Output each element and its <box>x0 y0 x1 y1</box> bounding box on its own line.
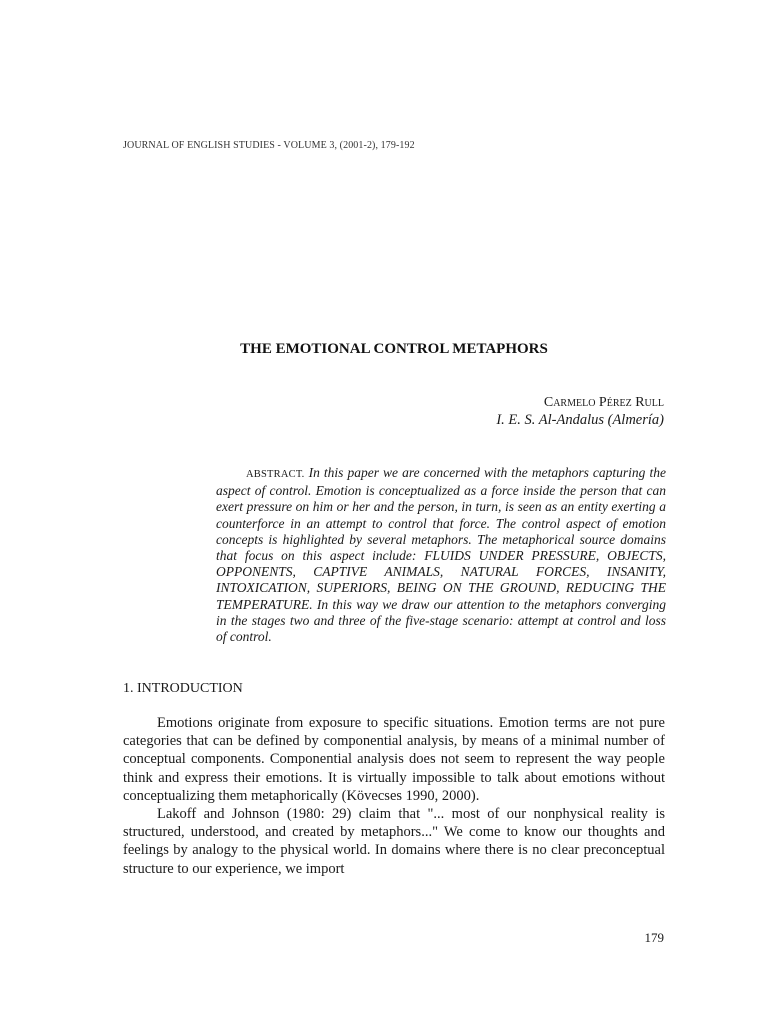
body-paragraph: Lakoff and Johnson (1980: 29) claim that "... most of our nonphysical reality is structured, understood, and created by metaphors..." We come to know our thoughts and feelings by analogy to the physical world. In domains where there is no clear preconceptual structure to our experience, we import <box>123 806 665 877</box>
abstract <box>216 465 666 645</box>
abstract-text: In this paper we are concerned with the metaphors capturing the aspect of control. Emotion is conceptualized as a force inside the person that can exert pressure on him or her and the person, in turn, is seen as an entity exerting a counterforce in an attempt to control that force. The control aspect of emotion concepts is highlighted by several metaphors. The metaphorical source domains that focus on this aspect include: FLUIDS UNDER PRESSURE, OBJECTS, OPPONENTS, CAPTIVE ANIMALS, NATURAL FORCES, INSANITY, INTOXICATION, SUPERIORS, BEING ON THE GROUND, REDUCING THE TEMPERATURE. In this way we draw our attention to the metaphors converging in the stages two and three of the five-stage scenario: attempt at control and loss of control. <box>216 465 666 645</box>
author-affiliation: I. E. S. Al-Andalus (Almería) <box>496 412 664 428</box>
article-title: THE EMOTIONAL CONTROL METAPHORS <box>240 341 548 357</box>
body-text <box>123 714 665 878</box>
body-paragraph: Emotions originate from exposure to specific situations. Emotion terms are not pure categories that can be defined by componential analysis, by means of a minimal number of conceptual components. Componential analysis does not seem to represent the way people think and express their emotions. It is virtually impossible to talk about emotions without conceptualizing them metaphorically (Kövecses 1990, 2000). <box>123 715 665 804</box>
page-number: 179 <box>644 930 664 945</box>
running-header: JOURNAL OF ENGLISH STUDIES - VOLUME 3, (2001-2), 179-192 <box>123 140 415 151</box>
section-heading: 1. INTRODUCTION <box>123 681 243 696</box>
abstract-label: ABSTRACT. <box>246 469 305 480</box>
author-name: Carmelo Pérez Rull <box>543 395 664 410</box>
